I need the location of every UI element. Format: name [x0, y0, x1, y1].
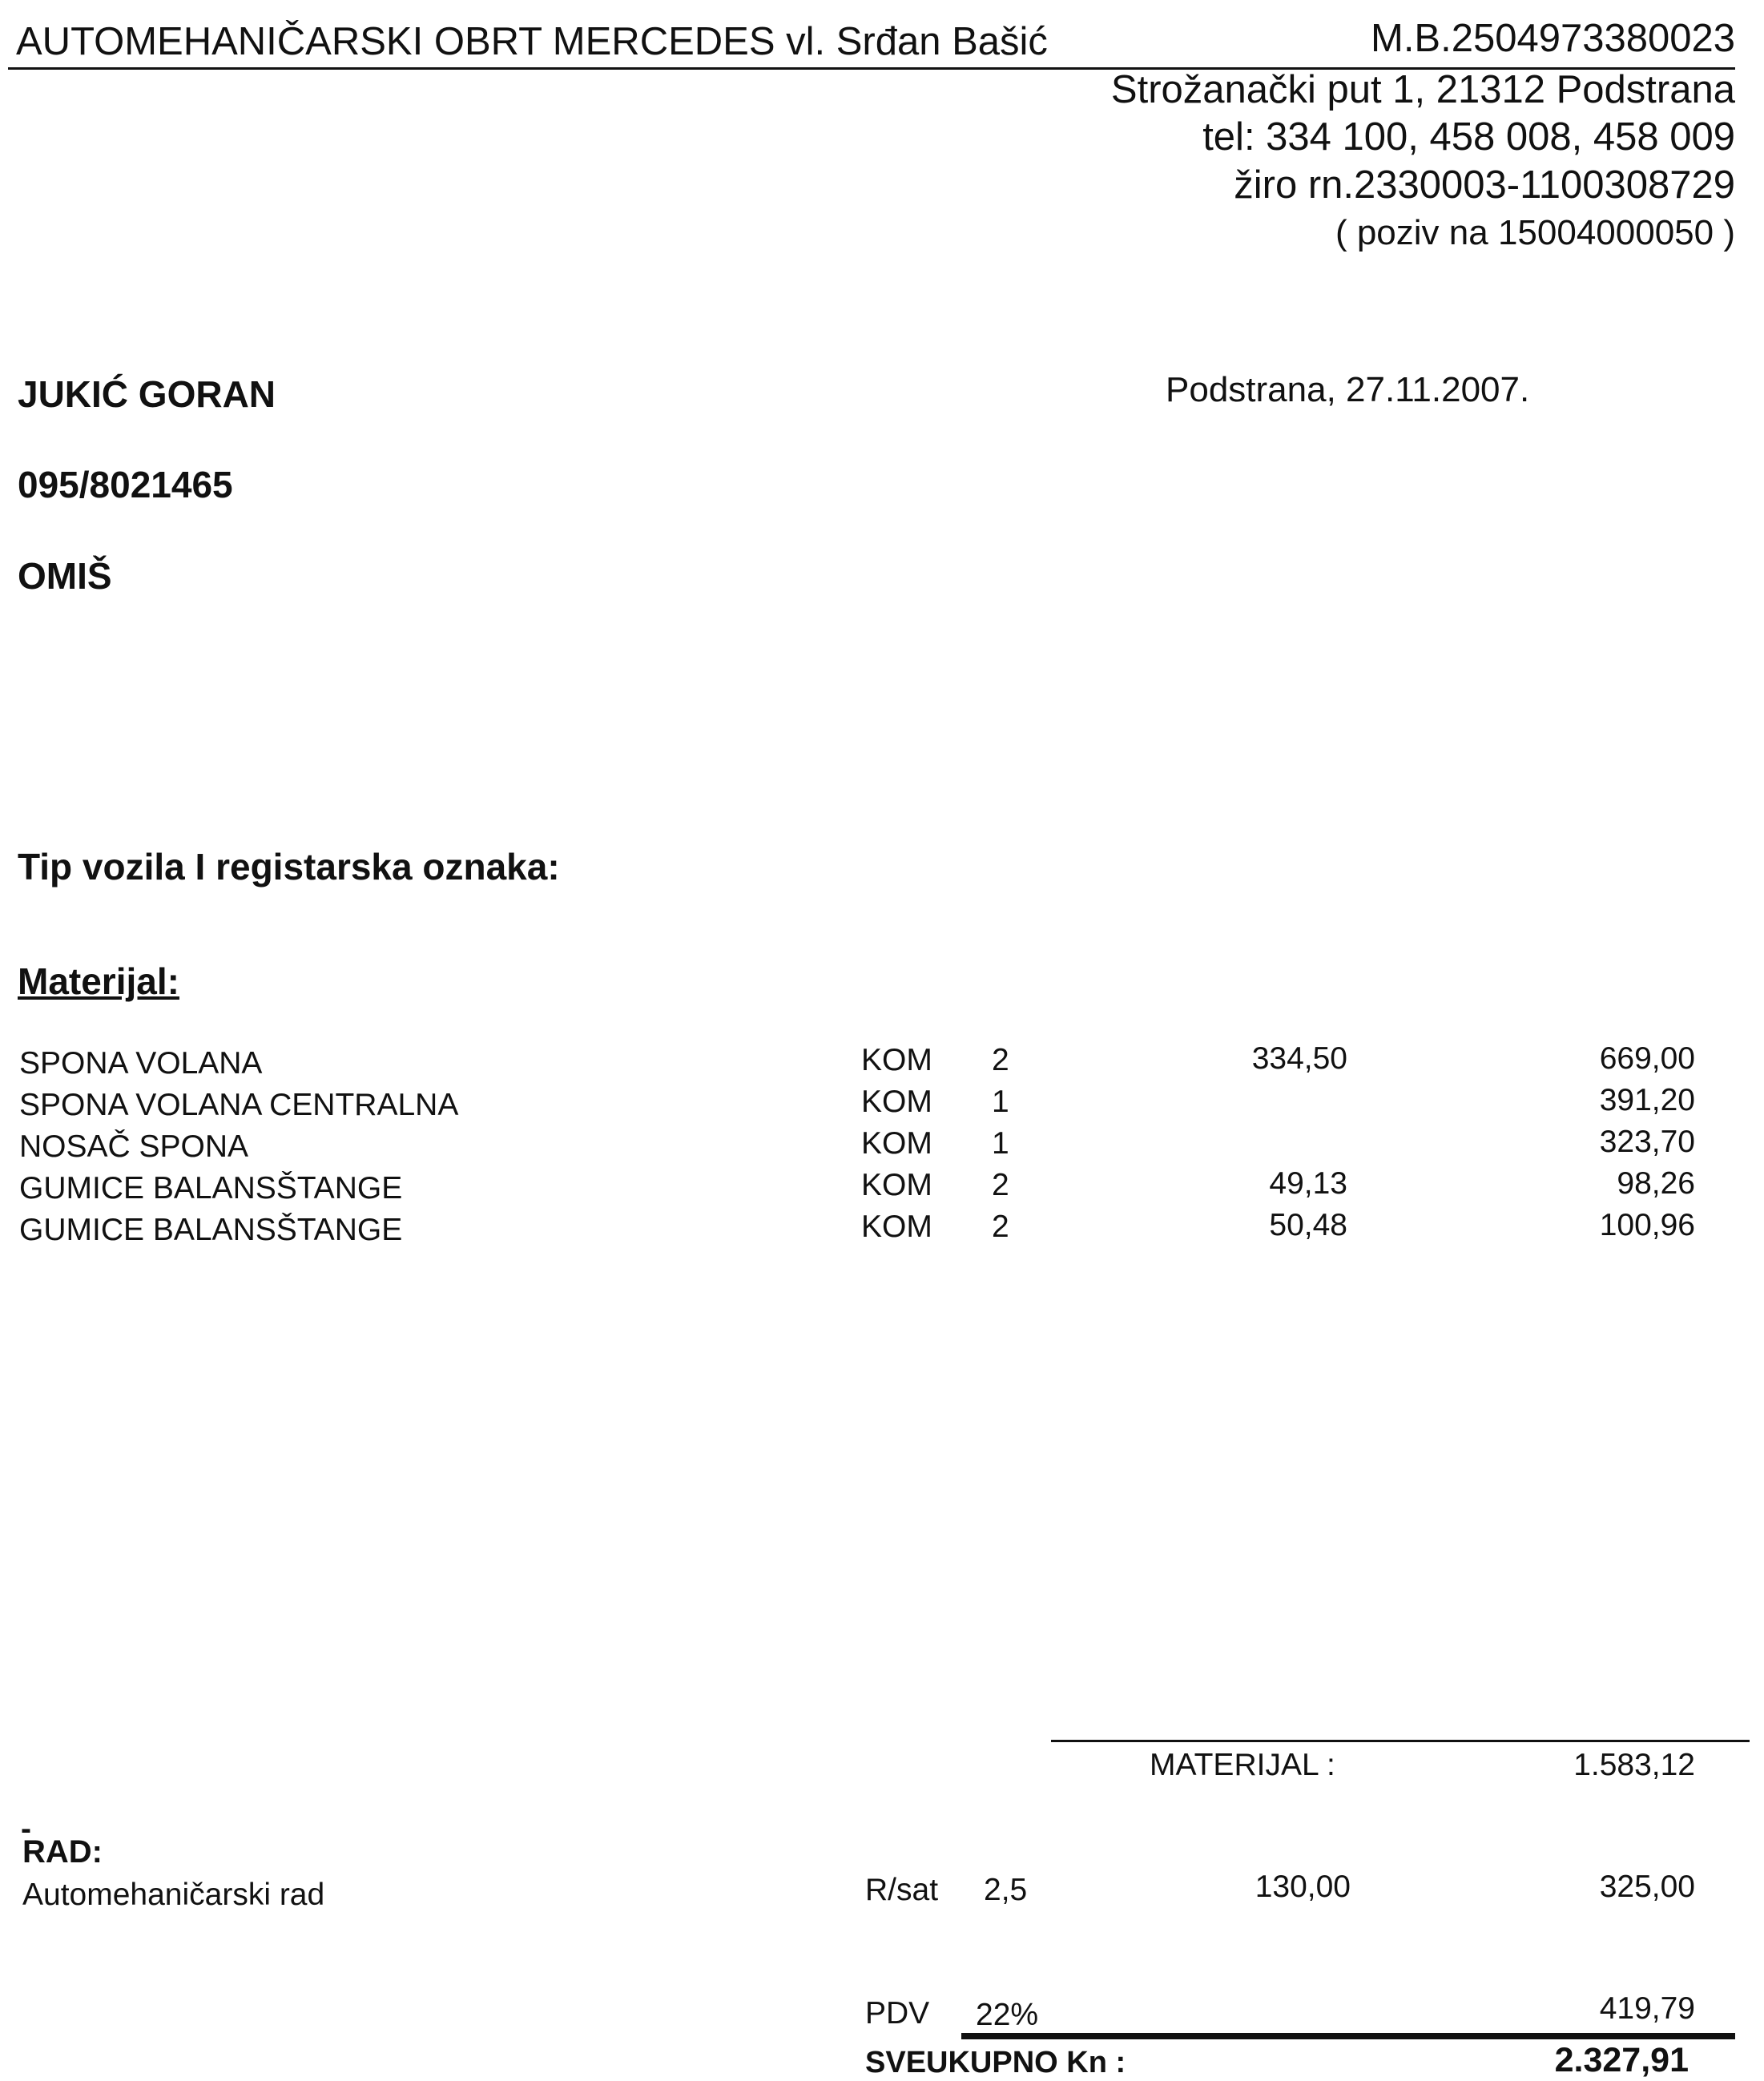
labor-heading: RAD: [22, 1834, 103, 1870]
item-qty: 1 [992, 1126, 1009, 1161]
vehicle-label: Tip vozila I registarska oznaka: [18, 846, 560, 888]
grand-total-rule [961, 2033, 1735, 2039]
item-price: 50,48 [1269, 1208, 1347, 1242]
company-mb: M.B.2504973380023 [1371, 17, 1735, 60]
item-price: 334,50 [1251, 1041, 1347, 1076]
item-unit: KOM [861, 1126, 932, 1161]
grand-total-label: SVEUKUPNO Kn : [865, 2046, 1126, 2079]
vat-label: PDV [865, 1996, 930, 2031]
item-unit: KOM [861, 1085, 932, 1119]
labor-name: Automehaničarski rad [22, 1878, 325, 1912]
item-name: GUMICE BALANSŠTANGE [19, 1171, 403, 1206]
item-name: NOSAČ SPONA [19, 1129, 249, 1164]
item-unit: KOM [861, 1168, 932, 1202]
material-total-value: 1.583,12 [1573, 1748, 1695, 1782]
labor-qty: 2,5 [984, 1873, 1028, 1907]
item-qty: 1 [992, 1085, 1009, 1119]
company-poziv: ( poziv na 15004000050 ) [1335, 213, 1735, 252]
company-tel: tel: 334 100, 458 008, 458 009 [1202, 115, 1735, 159]
subtotal-rule [1051, 1740, 1750, 1742]
invoice-date: Podstrana, 27.11.2007. [1166, 370, 1530, 409]
item-total: 323,70 [1599, 1125, 1695, 1159]
item-name: SPONA VOLANA [19, 1046, 263, 1081]
item-unit: KOM [861, 1210, 932, 1244]
item-qty: 2 [992, 1168, 1009, 1202]
item-name: GUMICE BALANSŠTANGE [19, 1213, 403, 1247]
item-total: 98,26 [1617, 1166, 1695, 1201]
item-unit: KOM [861, 1043, 932, 1077]
company-address: Strožanački put 1, 21312 Podstrana [1110, 68, 1735, 111]
labor-unit: R/sat [865, 1873, 939, 1907]
customer-name: JUKIĆ GORAN [18, 373, 276, 415]
item-total: 391,20 [1599, 1083, 1695, 1117]
item-name: SPONA VOLANA CENTRALNA [19, 1088, 459, 1122]
item-total: 100,96 [1599, 1208, 1695, 1242]
item-qty: 2 [992, 1210, 1009, 1244]
labor-dash: - [21, 1812, 31, 1846]
material-total-label: MATERIJAL : [1150, 1748, 1335, 1782]
customer-phone: 095/8021465 [18, 464, 233, 505]
labor-price: 130,00 [1255, 1870, 1351, 1904]
material-heading: Materijal: [18, 960, 179, 1002]
vat-value: 419,79 [1599, 1991, 1695, 2026]
grand-total-value: 2.327,91 [1554, 2041, 1689, 2079]
company-name: AUTOMEHANIČARSKI OBRT MERCEDES vl. Srđan Bašić [16, 20, 1048, 63]
item-qty: 2 [992, 1043, 1009, 1077]
labor-total: 325,00 [1599, 1870, 1695, 1904]
customer-city: OMIŠ [18, 555, 112, 597]
company-ziro: žiro rn.2330003-1100308729 [1234, 163, 1735, 207]
item-price: 49,13 [1269, 1166, 1347, 1201]
item-total: 669,00 [1599, 1041, 1695, 1076]
vat-rate: 22% [976, 1998, 1039, 2032]
